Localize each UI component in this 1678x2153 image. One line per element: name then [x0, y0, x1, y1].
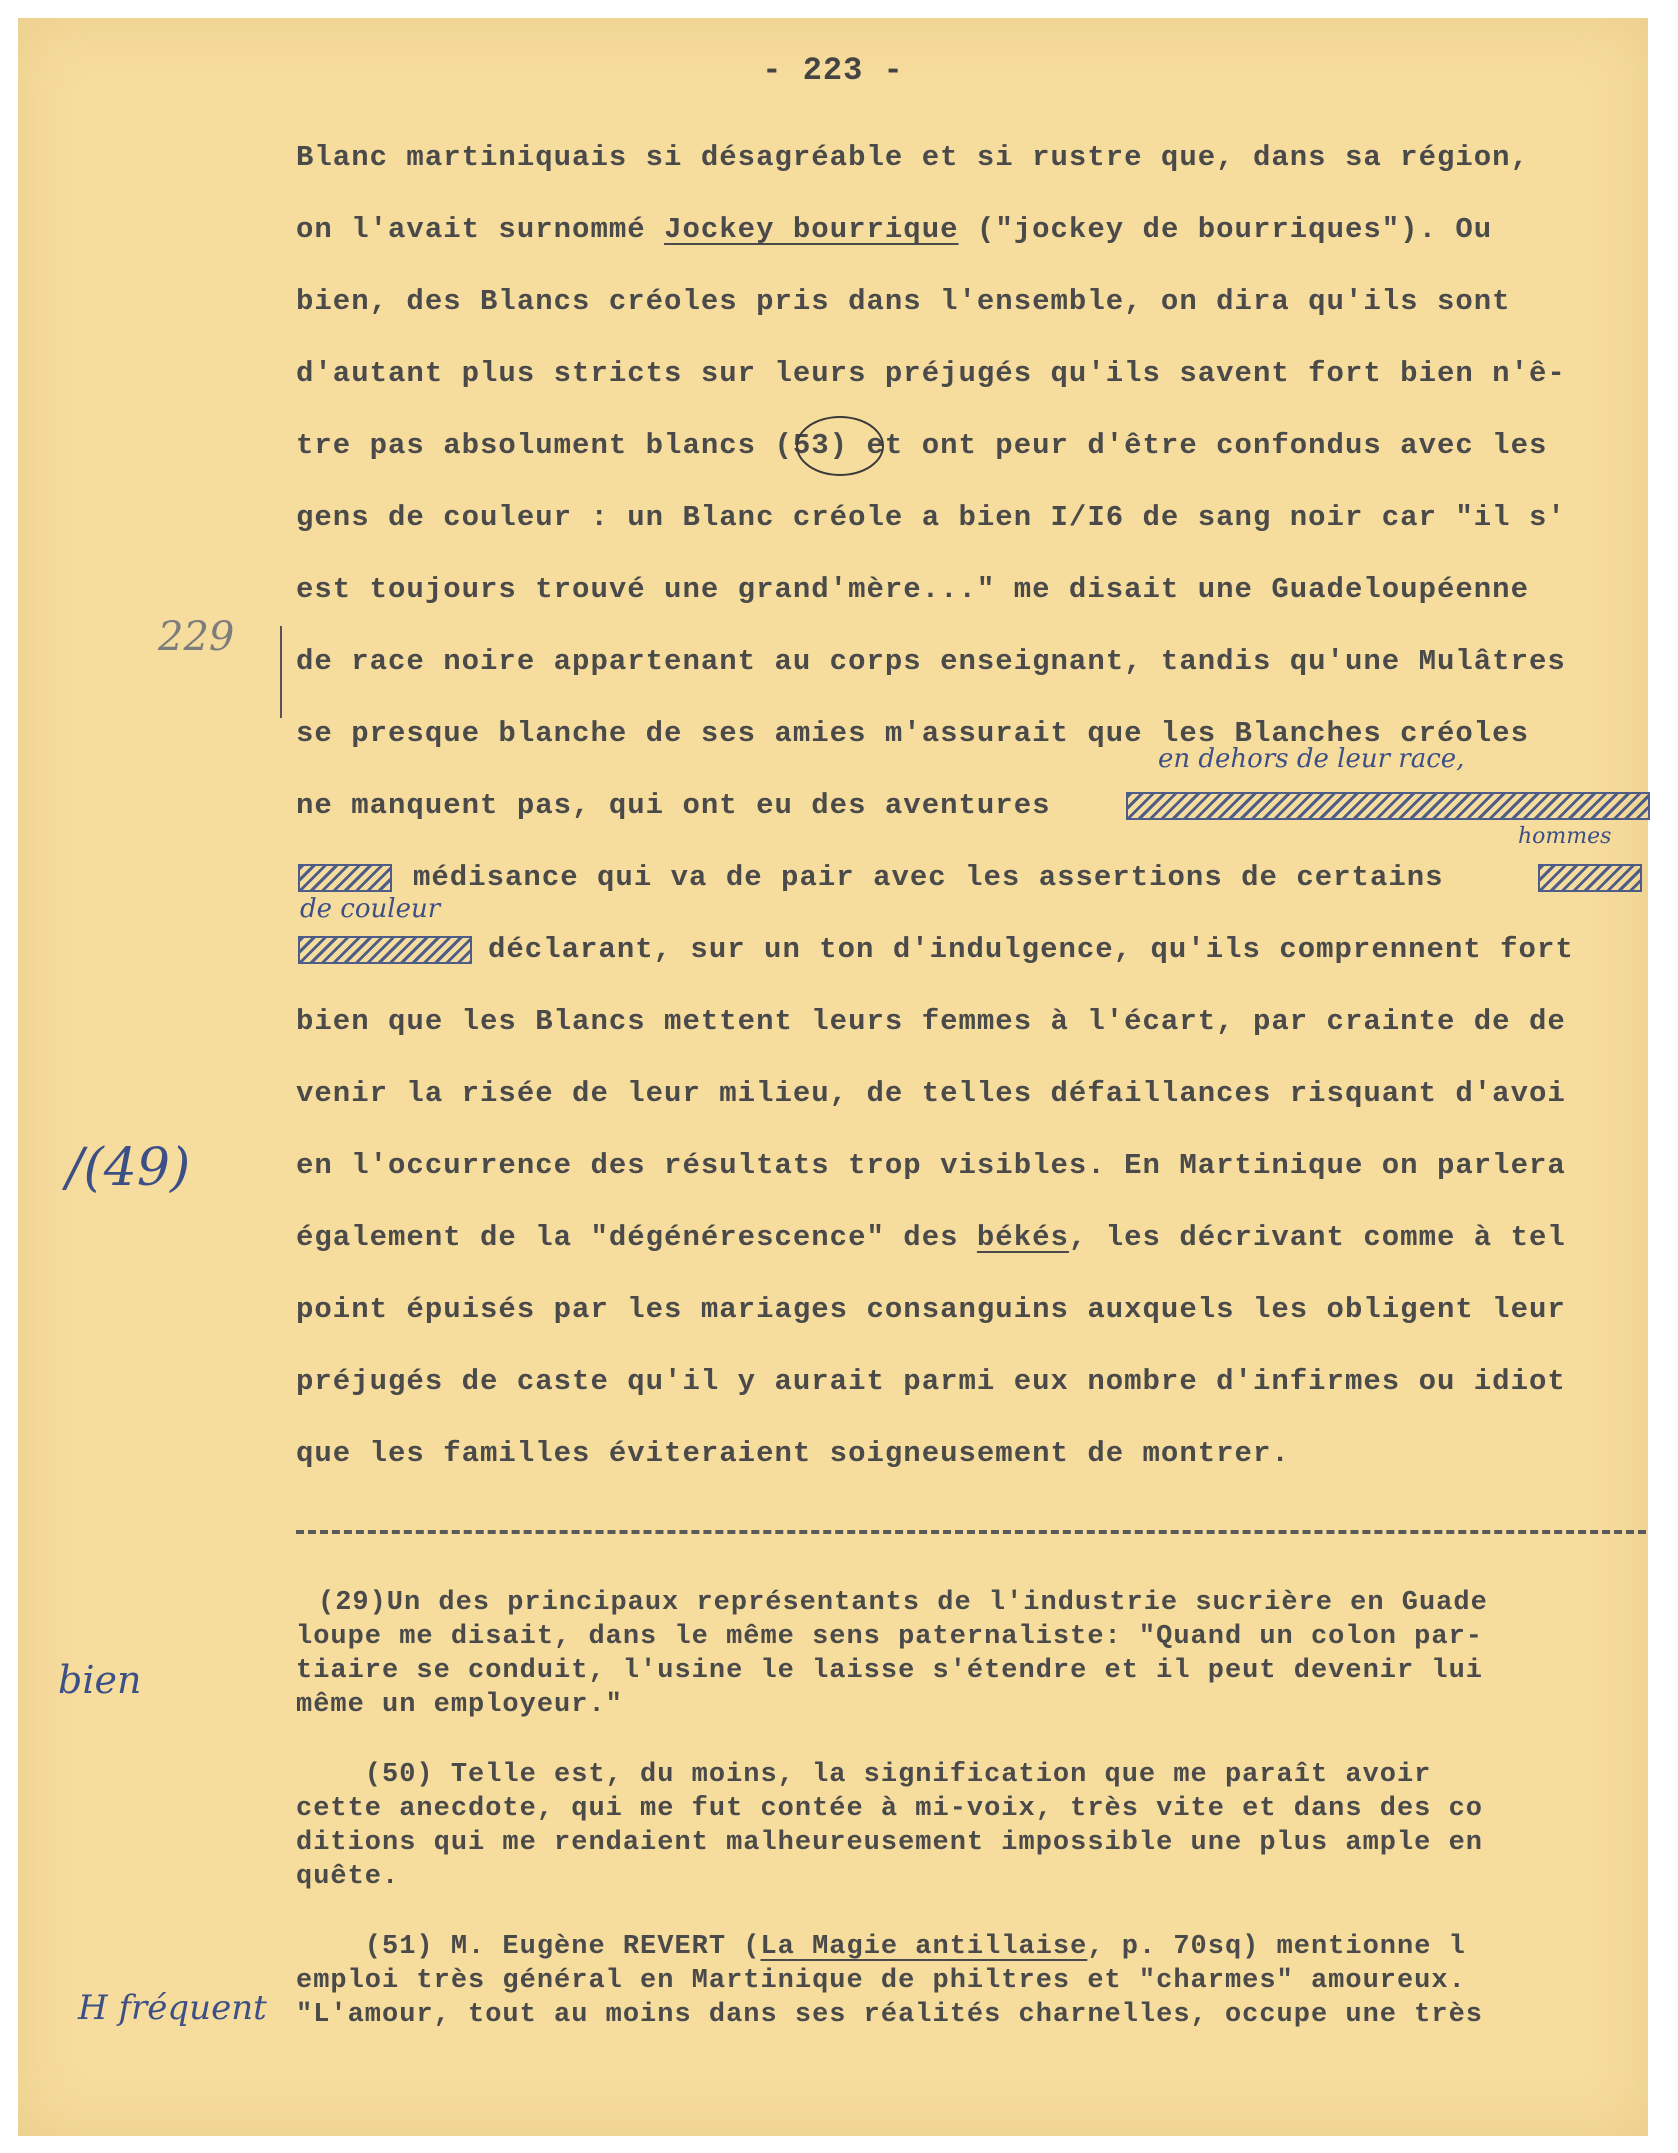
struck-out-text	[1538, 864, 1642, 892]
footnote-51-line-2: emploi très général en Martinique de philtres et "charmes" amoureux.	[296, 1966, 1466, 1996]
text-segment: on l'avait surnommé	[296, 213, 665, 246]
typescript-page	[18, 18, 1648, 2136]
footnote-50-line-4: quête.	[296, 1862, 400, 1892]
underlined-term: Jockey bourrique	[664, 213, 959, 246]
body-line-1: Blanc martiniquais si désagréable et si rustre que, dans sa région,	[296, 141, 1529, 174]
struck-out-text	[298, 936, 472, 964]
body-line-7: est toujours trouvé une grand'mère..." me disait une Guadeloupéenne	[296, 573, 1529, 606]
body-line-16	[296, 1220, 1566, 1256]
handwritten-insert-race: en dehors de leur race,	[1158, 744, 1465, 774]
handwritten-insert-couleur: de couleur	[300, 894, 441, 924]
underlined-term: békés	[976, 1221, 1069, 1254]
text-segment: également de la "dégénérescence" des	[296, 1221, 977, 1254]
body-line-8: de race noire appartenant au corps enseignant, tandis qu'une Mulâtres	[296, 645, 1566, 678]
margin-bracket	[280, 626, 282, 718]
footnote-50-line-3: ditions qui me rendaient malheureusement impossible une plus ample en	[296, 1828, 1483, 1858]
footnote-29-line-1: (29)Un des principaux représentants de l'industrie sucrière en Guade	[318, 1588, 1488, 1618]
body-line-9: se presque blanche de ses amies m'assurait que les Blanches créoles	[296, 717, 1529, 750]
margin-note-frequent: H fréquent	[78, 1988, 267, 2028]
body-line-13: bien que les Blancs mettent leurs femmes à l'écart, par crainte de de	[296, 1005, 1566, 1038]
book-title: La Magie antillaise	[760, 1932, 1088, 1962]
body-line-6: gens de couleur : un Blanc créole a bien I/I6 de sang noir car "il s'	[296, 501, 1566, 534]
body-line-14: venir la risée de leur milieu, de telles défaillances risquant d'avoi	[296, 1077, 1566, 1110]
body-line-11: médisance qui va de pair avec les assertions de certains	[413, 861, 1444, 894]
body-line-3: bien, des Blancs créoles pris dans l'ensemble, on dira qu'ils sont	[296, 285, 1511, 318]
handwritten-insert-hommes: hommes	[1518, 824, 1612, 849]
footnote-50-line-1: (50) Telle est, du moins, la signification que me paraît avoir	[296, 1760, 1432, 1790]
margin-note-49: /(49)	[66, 1138, 191, 1198]
page-number: - 223 -	[762, 52, 904, 89]
body-line-12: déclarant, sur un ton d'indulgence, qu'ils comprennent fort	[488, 933, 1574, 966]
footnote-29-line-4: même un employeur."	[296, 1690, 623, 1720]
footnote-51-line-1	[296, 1930, 1466, 1964]
margin-note-229: 229	[158, 614, 235, 660]
body-line-5: tre pas absolument blancs (53) et ont peur d'être confondus avec les	[296, 429, 1548, 462]
body-line-4: d'autant plus stricts sur leurs préjugés qu'ils savent fort bien n'ê-	[296, 357, 1566, 390]
footnote-divider	[296, 1530, 1646, 1534]
text-segment: , les décrivant comme à tel	[1068, 1221, 1566, 1254]
note-ref-circle	[796, 416, 884, 476]
footnote-29-line-2: loupe me disait, dans le même sens paternaliste: "Quand un colon par-	[296, 1622, 1483, 1652]
margin-note-bien: bien	[58, 1658, 142, 1702]
struck-out-text	[1126, 792, 1650, 820]
body-line-2	[296, 212, 1492, 248]
text-segment: ("jockey de bourriques"). Ou	[958, 213, 1493, 246]
footnote-29-line-3: tiaire se conduit, l'usine le laisse s'étendre et il peut devenir lui	[296, 1656, 1483, 1686]
footnote-50-line-2: cette anecdote, qui me fut contée à mi-voix, très vite et dans des co	[296, 1794, 1483, 1824]
body-line-15: en l'occurrence des résultats trop visibles. En Martinique on parlera	[296, 1149, 1566, 1182]
text-segment: (51) M. Eugène REVERT (	[296, 1932, 761, 1962]
body-line-18: préjugés de caste qu'il y aurait parmi eux nombre d'infirmes ou idiot	[296, 1365, 1566, 1398]
body-line-10: ne manquent pas, qui ont eu des aventures	[296, 789, 1051, 822]
body-line-19: que les familles éviteraient soigneusement de montrer.	[296, 1437, 1290, 1470]
footnote-51-line-3: "L'amour, tout au moins dans ses réalités charnelles, occupe une très	[296, 2000, 1483, 2030]
body-line-17: point épuisés par les mariages consanguins auxquels les obligent leur	[296, 1293, 1566, 1326]
text-segment: , p. 70sq) mentionne l	[1087, 1932, 1466, 1962]
struck-out-text	[298, 864, 392, 892]
